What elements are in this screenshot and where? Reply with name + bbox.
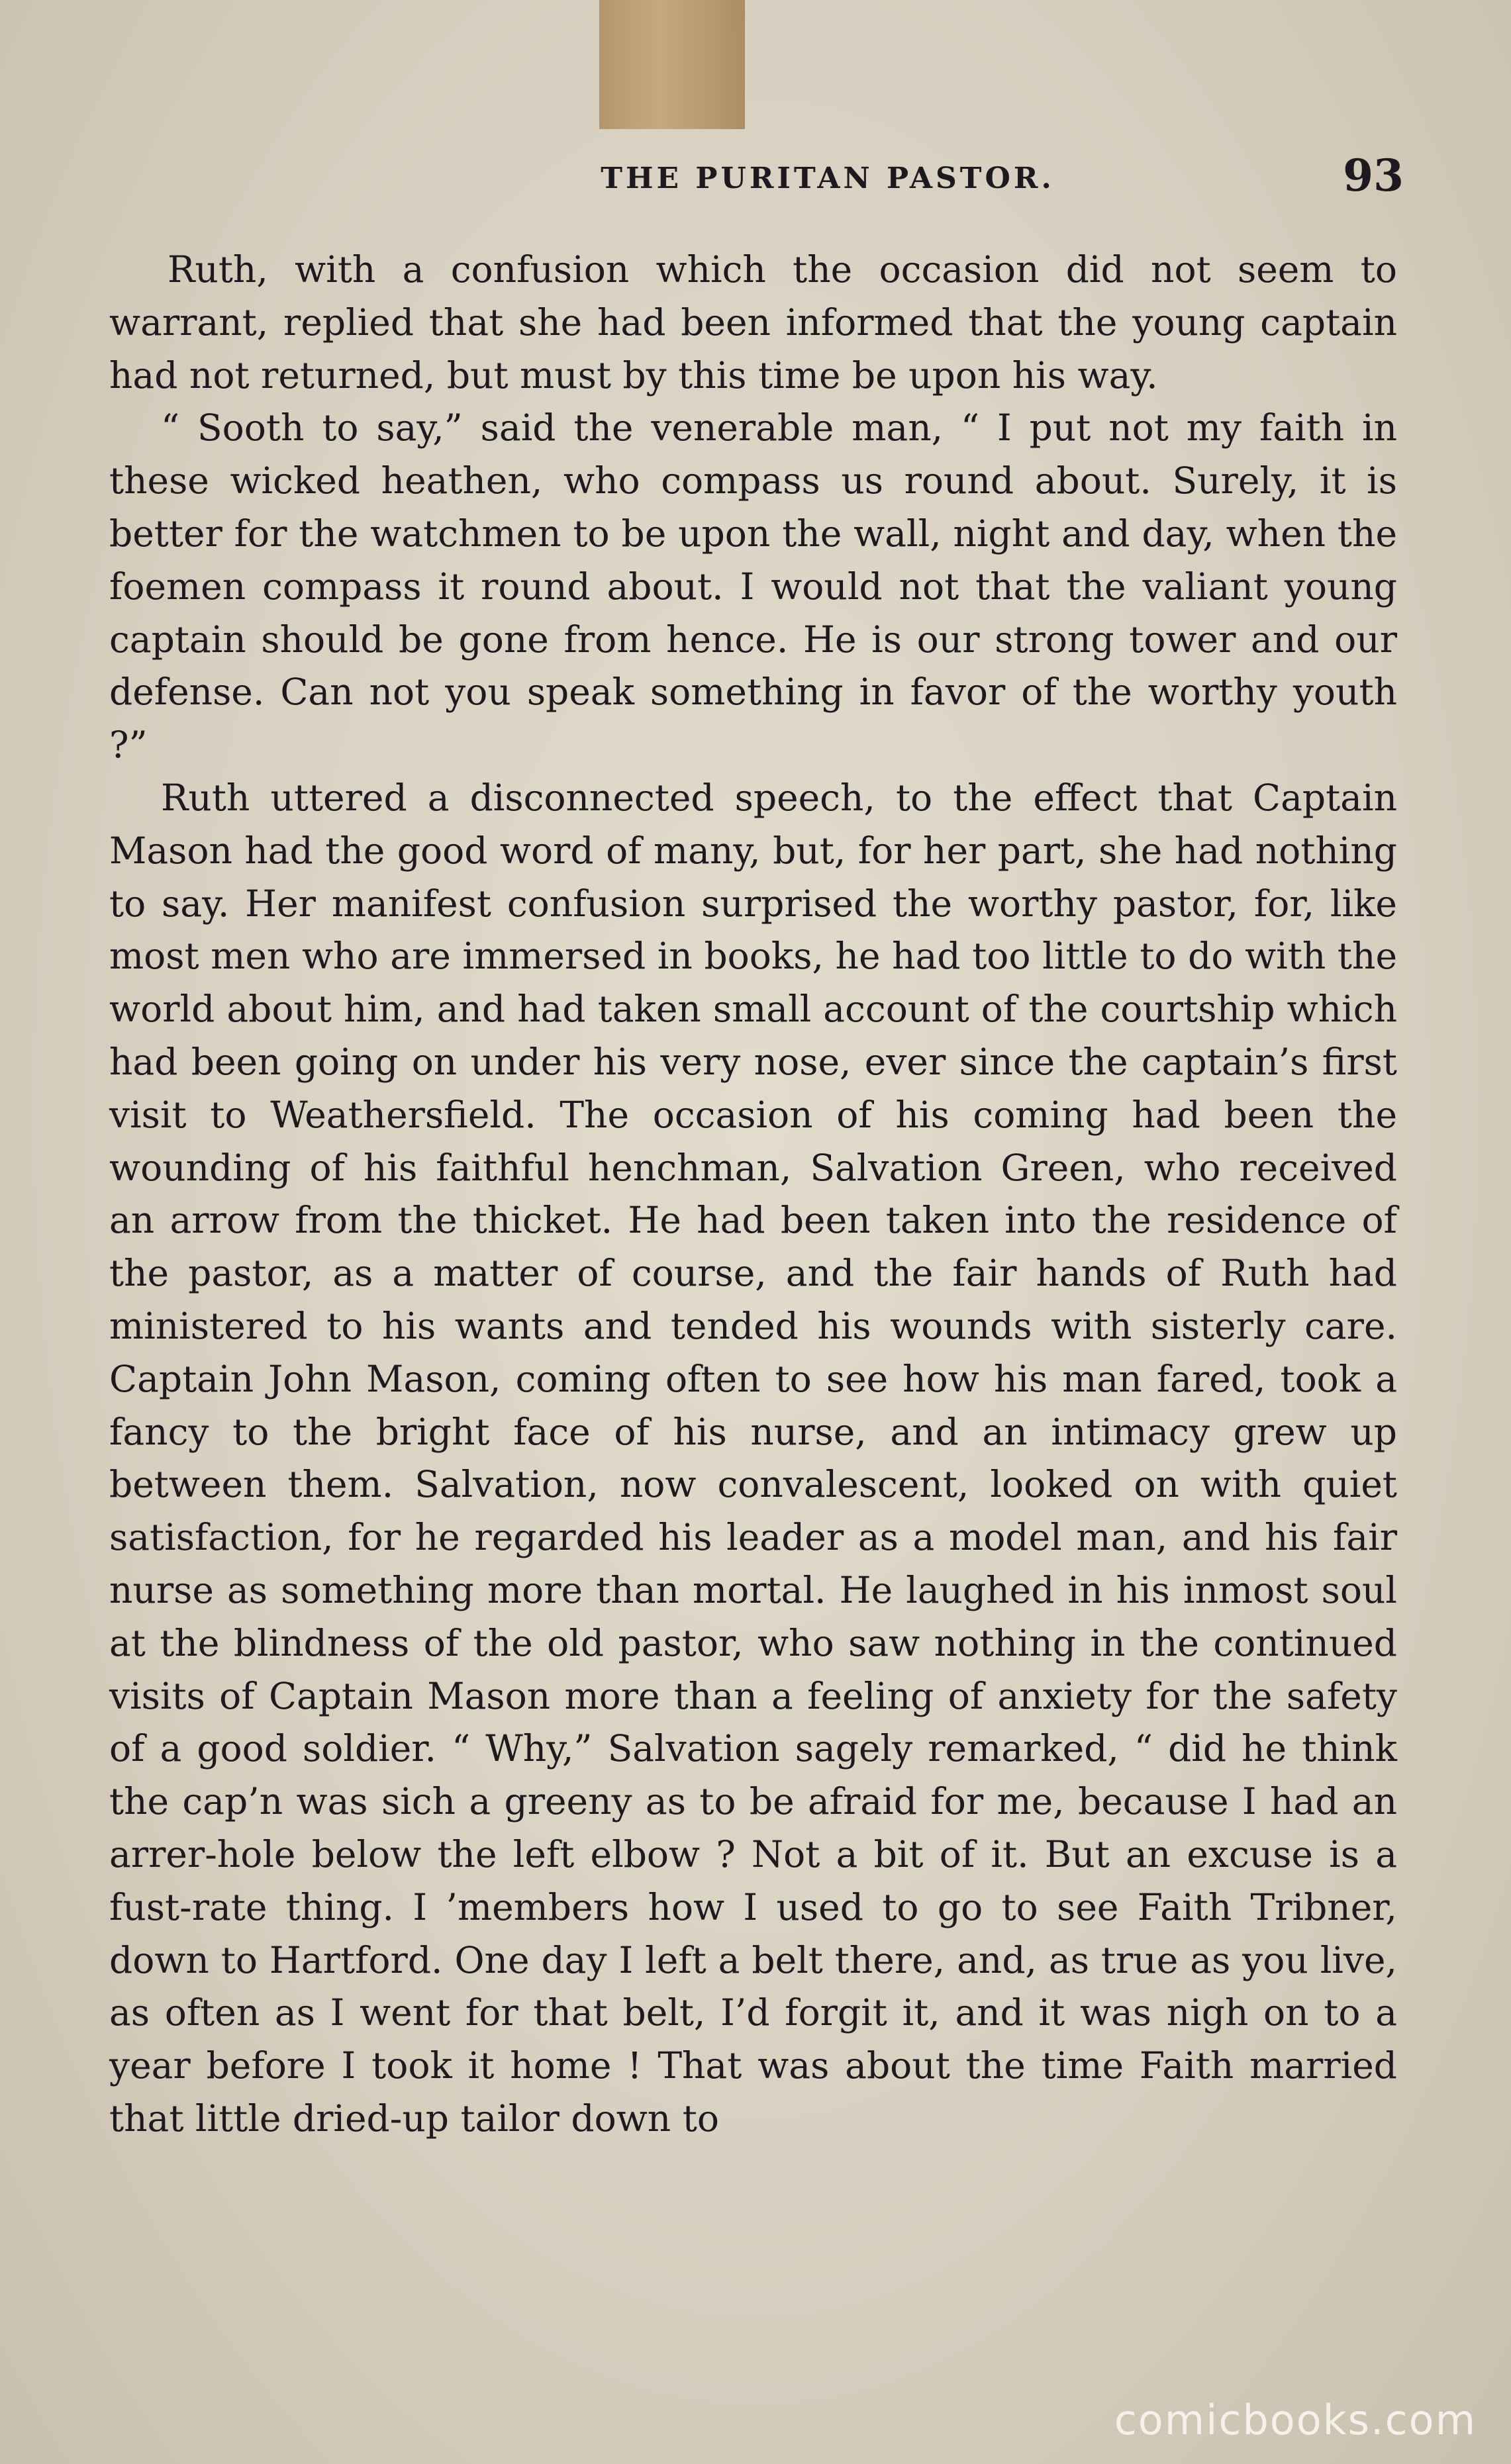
paragraph: Ruth, with a confusion which the occasion did not seem to warrant, replied that she had been informed that the young captain had not returned, but must by this time be upon his way. (109, 248, 1397, 397)
page-header (113, 150, 1404, 209)
paragraph: “ Sooth to say,” said the venerable man, “ I put not my faith in these wicked heathen, who compass us round about. Surely, it is better for the watchmen to be upon the wall, night and day, when the foemen compass it round about. I would not that the valiant young captain should be gone from hence. He is our strong tower and our defense. Can not you speak something in favor of the worthy youth ?” (109, 406, 1397, 767)
paragraph: Ruth uttered a disconnected speech, to the effect that Captain Mason had the good word of many, but, for her part, she had nothing to say. Her manifest confusion surprised the worthy pastor, for, like most men who are immersed in books, he had too little to do with the world about him, and had taken small account of the courtship which had been going on under his very nose, ever since the captain’s first visit to Weathersfield. The occasion of his coming had been the wounding of his faithful henchman, Salvation Green, who received an arrow from the thicket. He had been taken into the residence of the pastor, as a matter of course, and the fair hands of Ruth had ministered to his wants and tended his wounds with sisterly care. Captain John Mason, coming often to see how his man fared, took a fancy to the bright face of his nurse, and an intimacy grew up between them. Salvation, now convalescent, looked on with quiet satisfaction, for he regarded his leader as a model man, and his fair nurse as something more than mortal. He laughed in his inmost soul at the blindness of the old pastor, who saw nothing in the continued visits of Captain Mason more than a feeling of anxiety for the safety of a good soldier. “ Why,” Salvation sagely remarked, “ did he think the cap’n was sich a greeny as to be afraid for me, because I had an arrer-hole below the left elbow ? Not a bit of it. But an excuse is a fust-rate thing. I ’members how I used to go to see Faith Tribner, down to Hartford. One day I left a belt there, and, as true as you live, as often as I went for that belt, I’d forgit it, and it was nigh on to a year before I took it home ! That was about the time Faith married that little dried-up tailor down to (109, 776, 1397, 2140)
running-title: THE PURITAN PASTOR. (601, 162, 1055, 195)
tape-strip (599, 0, 745, 129)
body-text (109, 244, 1397, 2146)
page-number: 93 (1343, 150, 1404, 201)
watermark: comicbooks.com (1114, 2396, 1477, 2444)
